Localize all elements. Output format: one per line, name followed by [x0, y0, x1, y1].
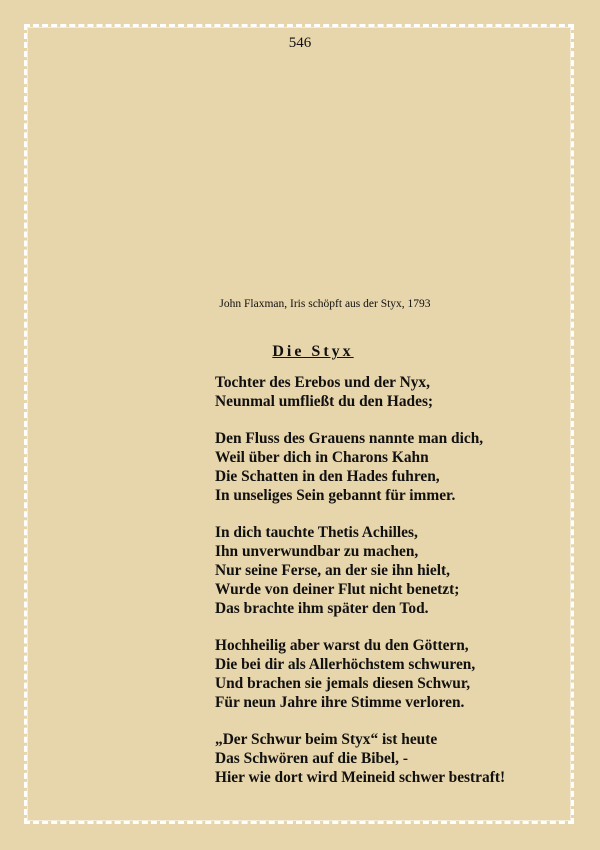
poem-line: Das brachte ihm später den Tod. — [215, 599, 429, 617]
poem-line: Neunmal umfließt du den Hades; — [215, 392, 434, 410]
stanza-1 — [215, 374, 585, 412]
image-caption: John Flaxman, Iris schöpft aus der Styx, 1793 — [219, 298, 431, 310]
poem-line: Die bei dir als Allerhöchstem schwuren, — [215, 655, 476, 673]
poem-line: „Der Schwur beim Styx“ ist heute — [215, 731, 438, 749]
poem-line: Ihn unverwundbar zu machen, — [215, 543, 419, 561]
poem-line: Tochter des Erebos und der Nyx, — [215, 374, 430, 391]
poem-line: In unseliges Sein gebannt für immer. — [215, 486, 456, 504]
stanza-4 — [215, 637, 585, 712]
poem-line: In dich tauchte Thetis Achilles, — [215, 524, 418, 542]
poem-line: Und brachen sie jemals diesen Schwur, — [215, 674, 471, 692]
poem-line: Nur seine Ferse, an der sie ihn hielt, — [215, 561, 450, 579]
poem-line: Für neun Jahre ihre Stimme verloren. — [215, 693, 465, 711]
poem-line: Weil über dich in Charons Kahn — [215, 449, 429, 467]
poem-title: Die Styx — [272, 343, 354, 360]
stanza-3 — [215, 524, 585, 618]
page-number: 546 — [288, 35, 312, 51]
stanza-2 — [215, 430, 585, 505]
poem-line: Wurde von deiner Flut nicht benetzt; — [215, 580, 460, 598]
poem-line: Hier wie dort wird Meineid schwer bestraft! — [215, 768, 506, 786]
poem-line: Die Schatten in den Hades fuhren, — [215, 467, 440, 485]
poem-line: Den Fluss des Grauens nannte man dich, — [215, 430, 484, 448]
poem-line: Hochheilig aber warst du den Göttern, — [215, 637, 469, 655]
poem-line: Das Schwören auf die Bibel, - — [215, 749, 408, 767]
stanza-5 — [215, 731, 585, 787]
poem-body — [215, 374, 585, 806]
